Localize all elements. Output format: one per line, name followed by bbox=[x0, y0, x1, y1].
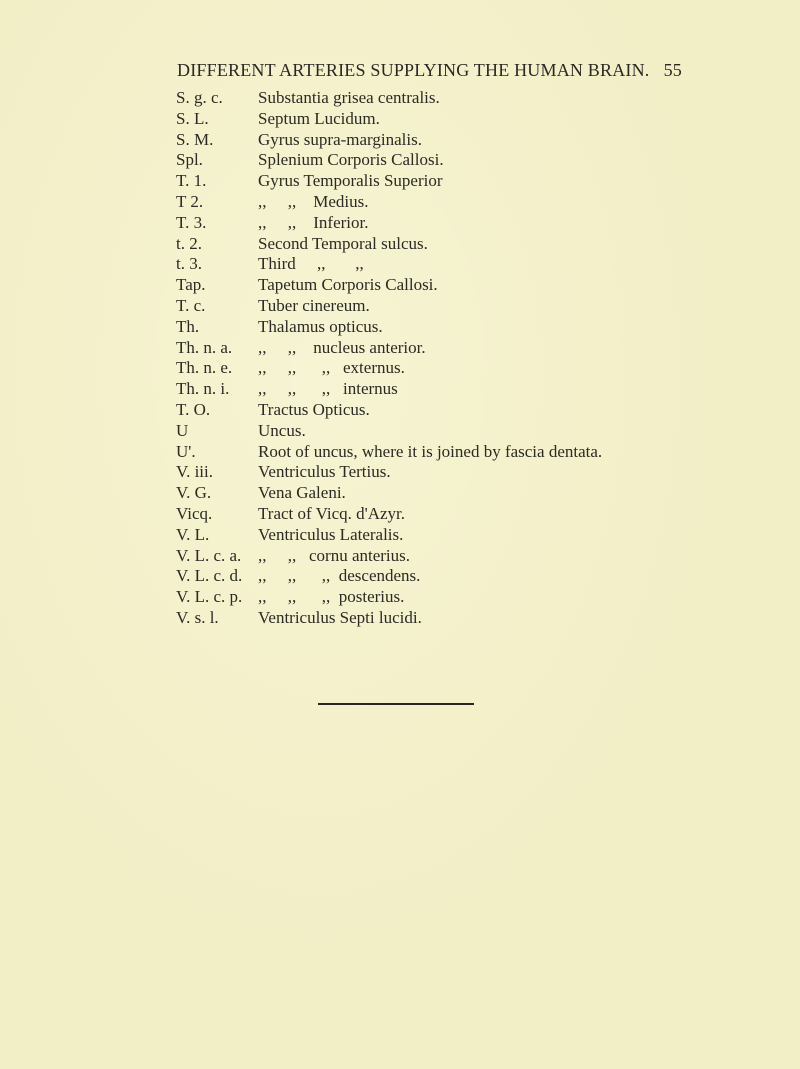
definition: Thalamus opticus. bbox=[258, 316, 383, 336]
abbreviation: V. s. l. bbox=[176, 607, 219, 627]
abbreviation: Tap. bbox=[176, 275, 206, 295]
list-item bbox=[0, 254, 800, 275]
list-item bbox=[0, 88, 800, 109]
list-item bbox=[0, 150, 800, 171]
abbreviation: V. iii. bbox=[176, 462, 214, 482]
abbreviation: Spl. bbox=[176, 150, 203, 170]
abbreviation: Vicq. bbox=[176, 503, 213, 523]
list-item bbox=[0, 379, 800, 400]
list-item bbox=[0, 566, 800, 587]
abbreviation: U bbox=[176, 420, 189, 440]
abbreviation: Th. n. a. bbox=[176, 337, 233, 357]
running-header bbox=[147, 60, 682, 84]
abbreviation: V. L. c. p. bbox=[176, 587, 243, 607]
definition: Uncus. bbox=[258, 420, 306, 440]
list-item bbox=[0, 504, 800, 525]
list-item bbox=[0, 587, 800, 608]
definition: Substantia grisea centralis. bbox=[258, 88, 440, 107]
definition: Splenium Corporis Callosi. bbox=[258, 150, 444, 170]
definition: ,, ,, ,, internus bbox=[258, 379, 398, 399]
definition: Third ,, ,, bbox=[258, 254, 364, 274]
definition: Second Temporal sulcus. bbox=[258, 233, 428, 253]
page-number: 55 bbox=[663, 60, 682, 80]
abbreviation: T. 3. bbox=[176, 212, 207, 232]
abbreviation: S. g. c. bbox=[176, 88, 223, 107]
abbreviation: Th. n. i. bbox=[176, 379, 230, 399]
list-item bbox=[0, 213, 800, 234]
list-item bbox=[0, 338, 800, 359]
abbreviation-list bbox=[0, 88, 800, 629]
definition: ,, ,, nucleus anterior. bbox=[258, 337, 426, 357]
list-item bbox=[0, 358, 800, 379]
definition: Tapetum Corporis Callosi. bbox=[258, 275, 438, 295]
list-item bbox=[0, 275, 800, 296]
abbreviation: T. 1. bbox=[176, 171, 207, 191]
definition: ,, ,, Inferior. bbox=[258, 212, 369, 232]
list-item bbox=[0, 296, 800, 317]
definition: Tuber cinereum. bbox=[258, 295, 370, 315]
abbreviation: T. O. bbox=[176, 399, 211, 419]
list-item bbox=[0, 462, 800, 483]
definition: Ventriculus Lateralis. bbox=[258, 524, 404, 544]
list-item bbox=[0, 109, 800, 130]
abbreviation: t. 3. bbox=[176, 254, 202, 274]
abbreviation: Th. n. e. bbox=[176, 358, 233, 378]
abbreviation: V. G. bbox=[176, 483, 212, 503]
definition: Gyrus Temporalis Superior bbox=[258, 171, 443, 191]
list-item bbox=[0, 546, 800, 567]
definition: Tract of Vicq. d'Azyr. bbox=[258, 503, 405, 523]
closing-rule bbox=[318, 703, 474, 705]
abbreviation: V. L. c. a. bbox=[176, 545, 242, 565]
abbreviation: S. L. bbox=[176, 108, 209, 128]
abbreviation: S. M. bbox=[176, 129, 214, 149]
definition: Ventriculus Tertius. bbox=[258, 462, 391, 482]
abbreviation: V. L. bbox=[176, 524, 210, 544]
list-item bbox=[0, 608, 800, 629]
list-item bbox=[0, 525, 800, 546]
definition: ,, ,, cornu anterius. bbox=[258, 545, 411, 565]
abbreviation: T 2. bbox=[176, 191, 204, 211]
running-title: DIFFERENT ARTERIES SUPPLYING THE HUMAN BRAIN. bbox=[177, 60, 650, 80]
abbreviation: U'. bbox=[176, 441, 196, 461]
definition: ,, ,, ,, descendens. bbox=[258, 566, 421, 586]
list-item bbox=[0, 421, 800, 442]
list-item bbox=[0, 192, 800, 213]
definition: Septum Lucidum. bbox=[258, 108, 380, 128]
list-item bbox=[0, 317, 800, 338]
definition: Tractus Opticus. bbox=[258, 399, 370, 419]
definition: ,, ,, ,, externus. bbox=[258, 358, 405, 378]
list-item bbox=[0, 483, 800, 504]
abbreviation: T. c. bbox=[176, 295, 206, 315]
definition: Root of uncus, where it is joined by fascia dentata. bbox=[258, 441, 603, 461]
definition: ,, ,, Medius. bbox=[258, 191, 369, 211]
list-item bbox=[0, 130, 800, 151]
abbreviation: t. 2. bbox=[176, 233, 202, 253]
definition: Ventriculus Septi lucidi. bbox=[258, 607, 422, 627]
list-item bbox=[0, 442, 800, 463]
list-item bbox=[0, 400, 800, 421]
definition: Gyrus supra-marginalis. bbox=[258, 129, 422, 149]
list-item bbox=[0, 234, 800, 255]
definition: ,, ,, ,, posterius. bbox=[258, 587, 405, 607]
list-item bbox=[0, 171, 800, 192]
abbreviation: V. L. c. d. bbox=[176, 566, 243, 586]
definition: Vena Galeni. bbox=[258, 483, 346, 503]
abbreviation: Th. bbox=[176, 316, 200, 336]
